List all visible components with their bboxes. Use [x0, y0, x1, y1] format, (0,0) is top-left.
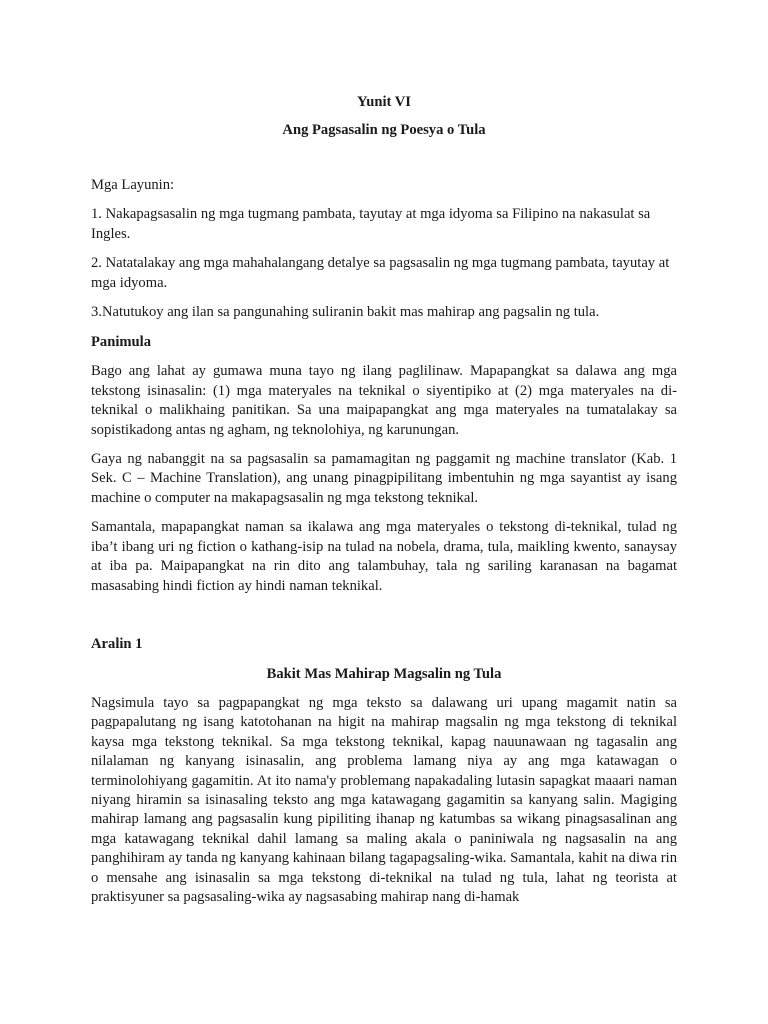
- intro-paragraph: Gaya ng nabanggit na sa pagsasalin sa pamamagitan ng paggamit ng machine translator (Kab. 1 Sek. C – Machine Translation), ang unang pinagpipilitang imbentuhin ng mga sayantist ay isang machine o computer na makapagsasalin ng mga tekstong teknikal.: [91, 451, 677, 506]
- intro-paragraph: Samantala, mapapangkat naman sa ikalawa ang mga materyales o tekstong di-teknikal, tulad ng iba’t ibang uri ng fiction o kathang-isip na tulad na nobela, drama, tula, maikling kwento, sanaysay at iba pa. Maipapangkat na rin dito ang talambuhay, tala ng sariling karanasan na bagamat masasabing hindi fiction ay hindi naman teknikal.: [91, 519, 677, 594]
- objective-item: 2. Natatalakay ang mga mahahalangang detalye sa pagsasalin ng mga tugmang pambata, tayutay at mga idyoma.: [91, 255, 670, 291]
- objective-item: 1. Nakapagsasalin ng mga tugmang pambata, tayutay at mga idyoma sa Filipino na nakasulat sa Ingles.: [91, 206, 651, 242]
- lesson-paragraph: Nagsimula tayo sa pagpapangkat ng mga teksto sa dalawang uri upang magamit natin sa pagpapalutang ng isang katotohanan na higit na mahirap magsalin ng mga tekstong di teknikal kaysa mga tekstong teknikal. Sa mga tekstong teknikal, kapag nauunawaan ng tagasalin ang nilalaman ng kanyang isinasalin, ang problema lamang niya ay ang mga katawagan o terminolohiyang gagamitin. At ito nama'y problemang napakadaling lutasin sapagkat maaari naman niyang hiramin sa isinasaling teksto ang mga katawagang gagamitin sa kanyang salin. Magiging mahirap lamang ang pagsasalin kung pipiliting ihanap ng katumbas sa wikang pinagsasalinan ang mga katawagang teknikal dahil lamang sa maling akala o paniniwala ng nagsasalin na ang panghihiram ay tanda ng kanyang kahinaan bilang tagapagsaling-wika. Samantala, kahit na diwa rin o mensahe ang isinasalin sa mga tekstong di-teknikal na tulad ng tula, lahat ng teorista at praktisyuner sa pagsasaling-wika ay nagsasabing mahirap nang di-hamak: [91, 694, 677, 905]
- intro-paragraph: Bago ang lahat ay gumawa muna tayo ng ilang paglilinaw. Mapapangkat sa dalawa ang mga tekstong isinasalin: (1) mga materyales na teknikal o siyentipiko at (2) mga materyales na di-teknikal o malikhaing panitikan. Sa una maipapangkat ang mga materyales na tumatalakay sa sopistikadong antas ng agham, ng teknolohiya, ng karunungan.: [91, 363, 677, 438]
- unit-subtitle: Ang Pagsasalin ng Poesya o Tula: [282, 122, 486, 138]
- lesson-heading: Aralin 1: [91, 635, 143, 652]
- unit-title: Yunit VI: [357, 94, 411, 110]
- intro-heading: Panimula: [91, 334, 152, 351]
- document-content: [91, 92, 677, 907]
- lesson-title: Bakit Mas Mahirap Magsalin ng Tula: [266, 665, 502, 682]
- objectives-label: Mga Layunin:: [91, 177, 175, 193]
- objective-item: 3.Natutukoy ang ilan sa pangunahing suliranin bakit mas mahirap ang pagsalin ng tula.: [91, 304, 600, 321]
